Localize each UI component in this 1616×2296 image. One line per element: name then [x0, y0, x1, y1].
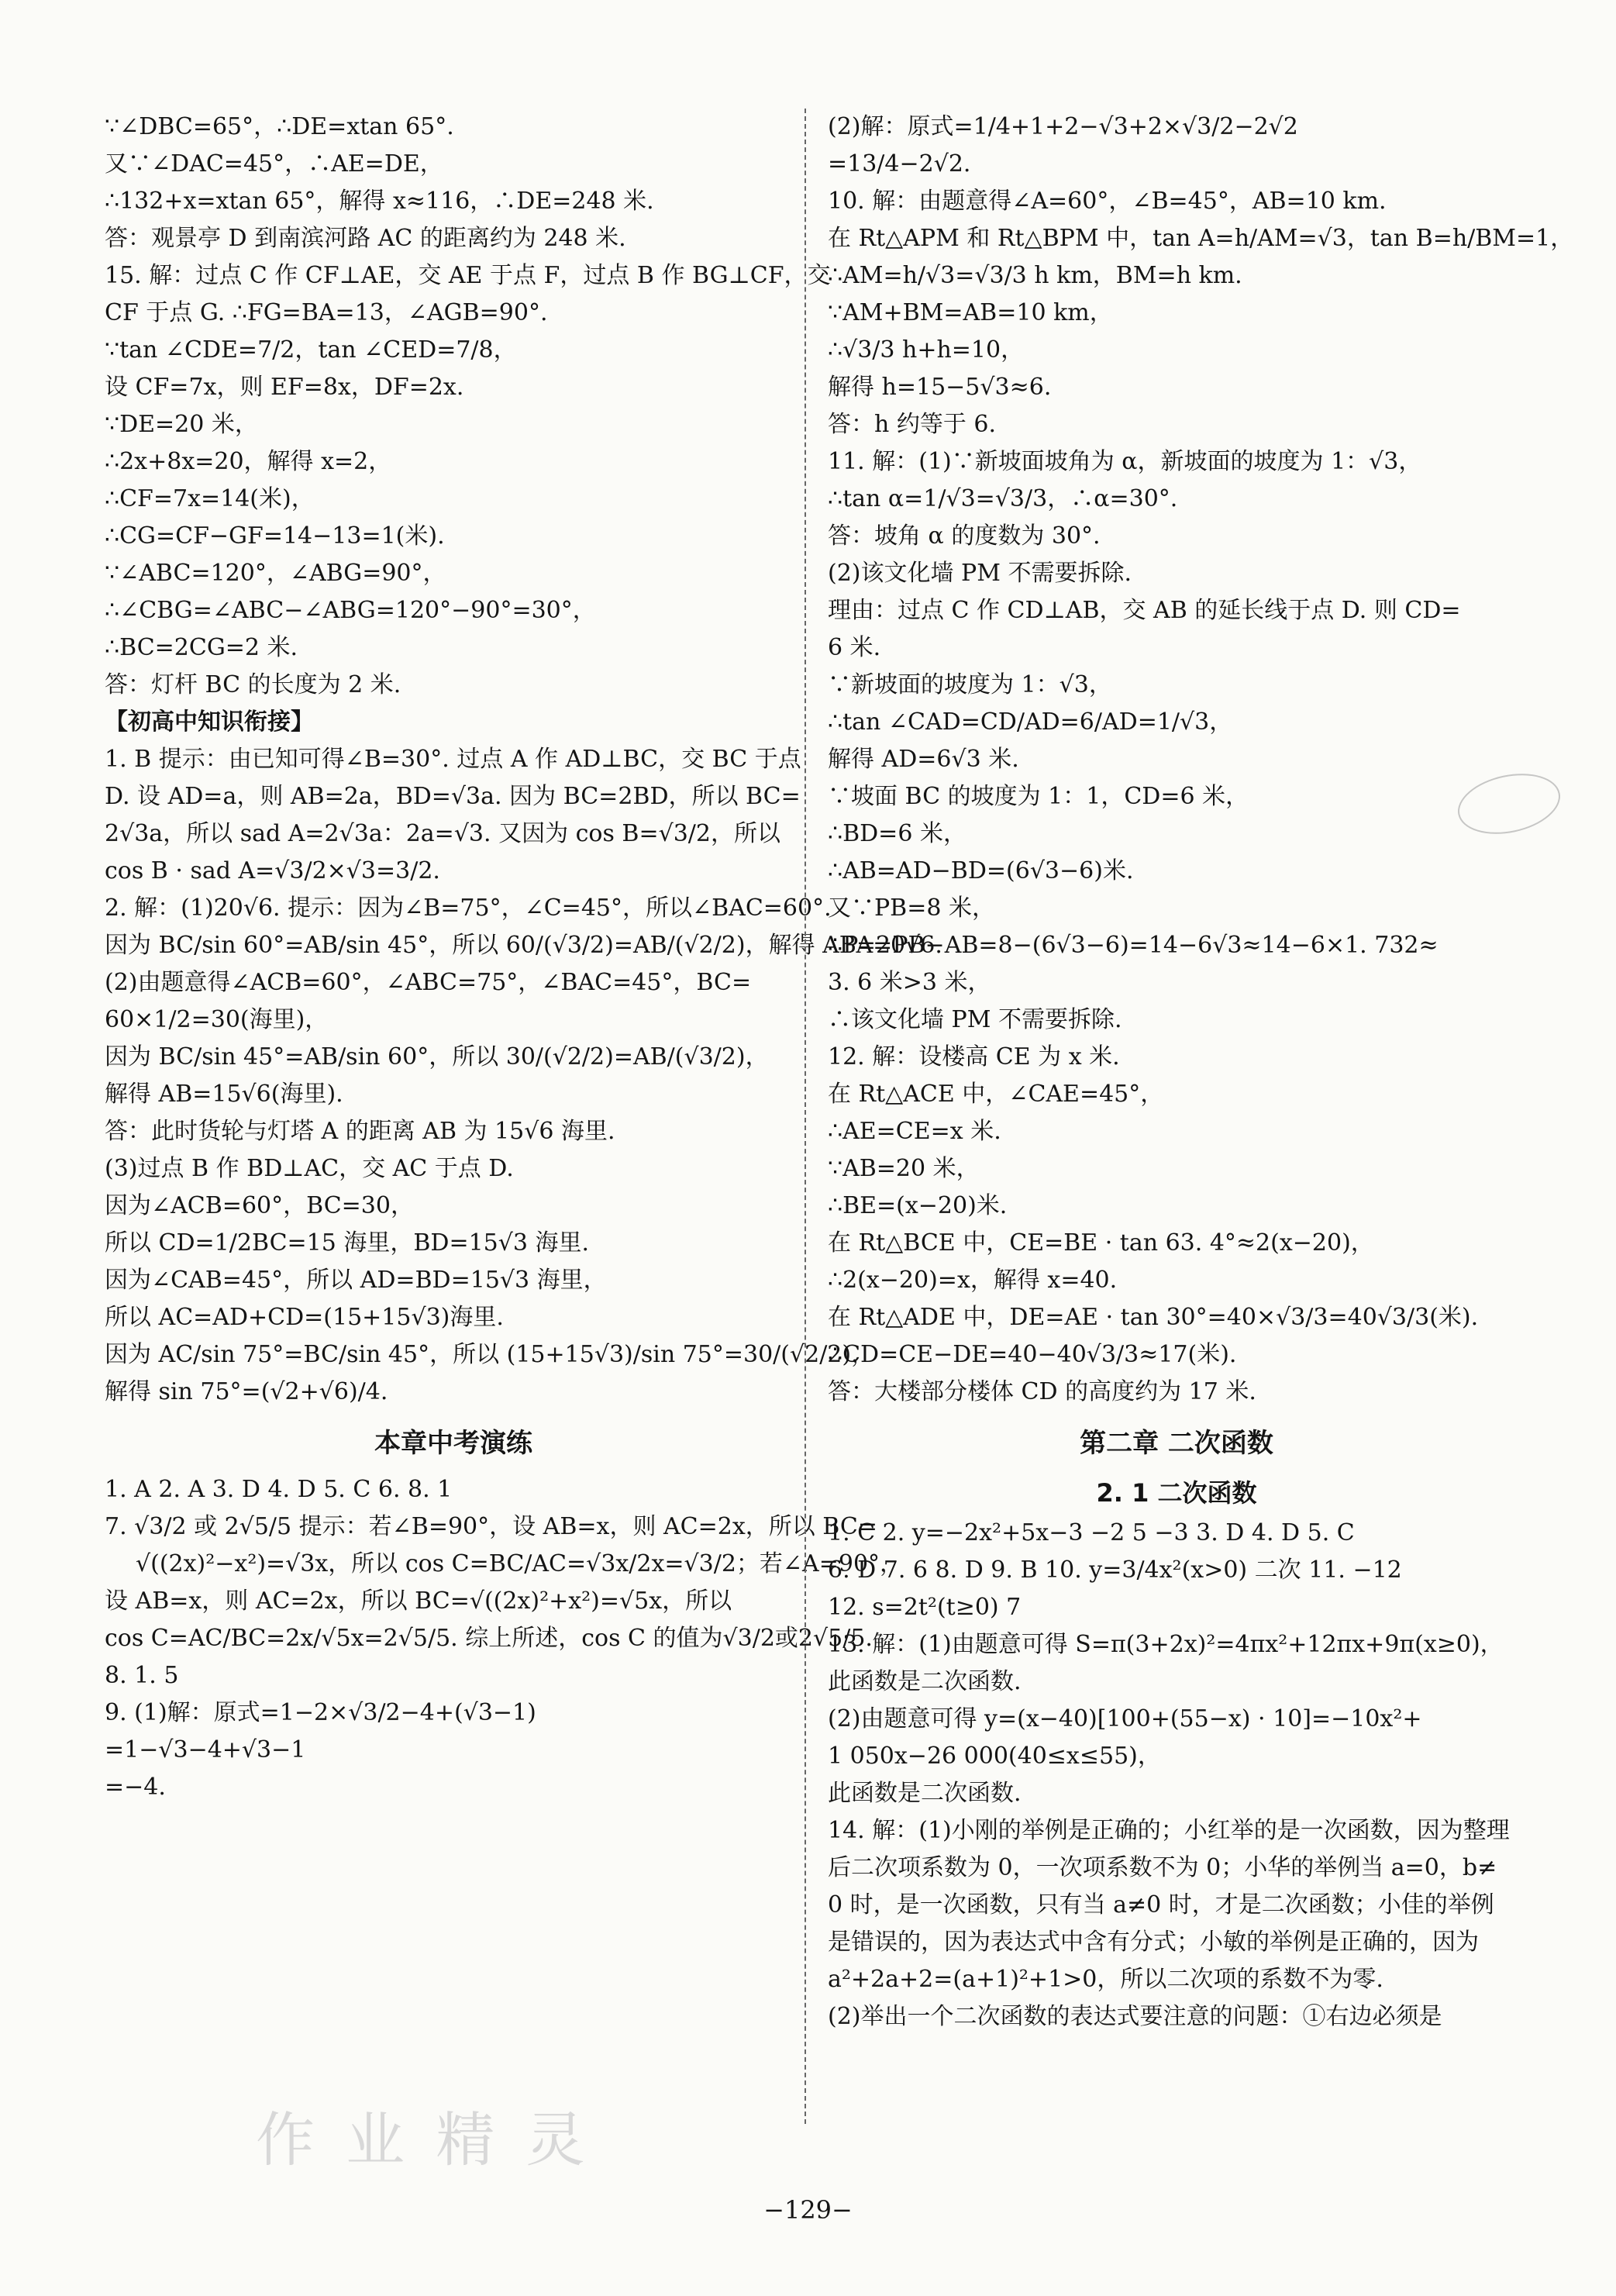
text-line: 因为 AC/sin 75°=BC/sin 45°，所以 (15+15√3)/sin 75°=30/(√2/2)，: [105, 1341, 875, 1368]
text-line: 13. 解：(1)由题意可得 S=π(3+2x)²=4πx²+12πx+9π(x≥0)，: [828, 1631, 1504, 1658]
chapter-title: 第二章 二次函数: [1080, 1428, 1273, 1459]
text-line: 2. 解：(1)20√6. 提示：因为∠B=75°，∠C=45°，所以∠BAC=60°.: [105, 895, 832, 922]
text-line: 9. (1)解：原式=1−2×√3/2−4+(√3−1): [105, 1699, 536, 1726]
text-line: 答：h 约等于 6.: [828, 411, 997, 438]
text-line: 3. 6 米>3 米，: [828, 969, 991, 996]
text-line: 1. A 2. A 3. D 4. D 5. C 6. 8. 1: [105, 1476, 453, 1503]
text-line: ∴CD=CE−DE=40−40√3/3≈17(米).: [828, 1341, 1237, 1368]
text-line: ∵新坡面的坡度为 1：√3，: [828, 671, 1112, 698]
text-line: ∵AB=20 米，: [828, 1155, 980, 1182]
column-divider: [805, 109, 806, 2124]
text-line: CF 于点 G. ∴FG=BA=13，∠AGB=90°.: [105, 299, 548, 326]
text-line: 在 Rt△APM 和 Rt△BPM 中，tan A=h/AM=√3，tan B=h/BM=1，: [828, 225, 1574, 252]
text-line: 15. 解：过点 C 作 CF⊥AE，交 AE 于点 F，过点 B 作 BG⊥CF，交: [105, 262, 831, 289]
text-line: ∴BD=6 米，: [828, 820, 966, 847]
text-line: 答：大楼部分楼体 CD 的高度约为 17 米.: [828, 1378, 1256, 1405]
text-line: 在 Rt△ADE 中，DE=AE · tan 30°=40×√3/3=40√3/3(米).: [828, 1304, 1479, 1331]
text-line: 7. √3/2 或 2√5/5 提示：若∠B=90°，设 AB=x，则 AC=2x，所以 BC=: [105, 1513, 877, 1540]
text-line: ∴该文化墙 PM 不需要拆除.: [828, 1006, 1122, 1033]
text-line: ∴√3/3 h+h=10，: [828, 336, 1025, 364]
text-line: 解得 AD=6√3 米.: [828, 746, 1019, 773]
text-line: 所以 CD=1/2BC=15 海里，BD=15√3 海里.: [105, 1229, 590, 1257]
text-line: ∴132+x=xtan 65°，解得 x≈116，∴DE=248 米.: [105, 188, 654, 215]
text-line: ∴2(x−20)=x，解得 x=40.: [828, 1267, 1118, 1294]
text-line: 答：灯杆 BC 的长度为 2 米.: [105, 671, 401, 698]
chapter-title: 本章中考演练: [374, 1428, 532, 1459]
text-line: 60×1/2=30(海里)，: [105, 1006, 329, 1033]
text-line: 因为∠ACB=60°，BC=30，: [105, 1192, 414, 1219]
text-line: (3)过点 B 作 BD⊥AC，交 AC 于点 D.: [105, 1155, 514, 1182]
section-title: 2. 1 二次函数: [1096, 1478, 1257, 1508]
text-line: 6. D 7. 6 8. D 9. B 10. y=3/4x²(x>0) 二次 11. −12: [828, 1557, 1402, 1584]
text-line: ∴tan ∠CAD=CD/AD=6/AD=1/√3，: [828, 708, 1233, 736]
text-line: 因为 BC/sin 45°=AB/sin 60°，所以 30/(√2/2)=AB/(√3/2)，: [105, 1043, 769, 1070]
text-line: 0 时，是一次函数，只有当 a≠0 时，才是二次函数；小佳的举例: [828, 1891, 1494, 1919]
left-block-3: [105, 1471, 904, 1806]
text-line: 解得 AB=15√6(海里).: [105, 1081, 343, 1108]
left-block-1: [105, 109, 831, 704]
text-line: cos C=AC/BC=2x/√5x=2√5/5. 综上所述，cos C 的值为√3/2或2√5/5.: [105, 1625, 873, 1652]
text-line: 答：坡角 α 的度数为 30°.: [828, 522, 1101, 550]
text-line: (2)由题意可得 y=(x−40)[100+(55−x) · 10]=−10x²+: [828, 1705, 1422, 1732]
right-block-2: [828, 1515, 1525, 2036]
text-line: ∴BC=2CG=2 米.: [105, 634, 298, 661]
text-line: 解得 sin 75°=(√2+√6)/4.: [105, 1378, 388, 1405]
text-line: 所以 AC=AD+CD=(15+15√3)海里.: [105, 1304, 504, 1331]
text-line: 6 米.: [828, 634, 881, 661]
text-line: ∵∠DBC=65°，∴DE=xtan 65°.: [105, 113, 454, 140]
text-line: 1 050x−26 000(40≤x≤55)，: [828, 1743, 1161, 1770]
text-line: 11. 解：(1)∵新坡面坡角为 α，新坡面的坡度为 1：√3，: [828, 448, 1422, 475]
text-line: ∵DE=20 米，: [105, 411, 258, 438]
text-line: =13/4−2√2.: [828, 150, 971, 178]
text-line: 是错误的，因为表达式中含有分式；小敏的举例是正确的，因为: [828, 1929, 1479, 1956]
text-line: 答：此时货轮与灯塔 A 的距离 AB 为 15√6 海里.: [105, 1118, 615, 1145]
text-line: (2)举出一个二次函数的表达式要注意的问题：①右边必须是: [828, 2003, 1442, 2030]
text-line: 设 AB=x，则 AC=2x，所以 BC=√((2x)²+x²)=√5x，所以: [105, 1588, 732, 1615]
text-line: ∴tan α=1/√3=√3/3，∴α=30°.: [828, 485, 1178, 512]
text-line: (2)该文化墙 PM 不需要拆除.: [828, 560, 1132, 587]
text-line: √((2x)²−x²)=√3x，所以 cos C=BC/AC=√3x/2x=√3/2；若∠A=90°，: [136, 1550, 904, 1577]
text-line: =1−√3−4+√3−1: [105, 1736, 306, 1763]
text-line: ∵AM+BM=AB=10 km，: [828, 299, 1113, 326]
text-line: 因为 BC/sin 60°=AB/sin 45°，所以 60/(√3/2)=AB/(√2/2)，解得 AB=20√6.: [105, 932, 942, 959]
text-line: D. 设 AD=a，则 AB=2a，BD=√3a. 因为 BC=2BD，所以 BC=: [105, 783, 801, 810]
text-line: 此函数是二次函数.: [828, 1780, 1022, 1807]
text-line: ∴BE=(x−20)米.: [828, 1192, 1008, 1219]
right-column: [828, 109, 1574, 2036]
text-line: ∴∠CBG=∠ABC−∠ABG=120°−90°=30°，: [105, 597, 596, 624]
text-line: 1. B 提示：由已知可得∠B=30°. 过点 A 作 AD⊥BC，交 BC 于点: [105, 746, 801, 773]
text-line: 后二次项系数为 0，一次项系数不为 0；小华的举例当 a=0，b≠: [828, 1854, 1497, 1881]
text-line: 因为∠CAB=45°，所以 AD=BD=15√3 海里，: [105, 1267, 607, 1294]
text-line: 解得 h=15−5√3≈6.: [828, 374, 1052, 401]
text-line: 10. 解：由题意得∠A=60°，∠B=45°，AB=10 km.: [828, 188, 1387, 215]
text-line: 设 CF=7x，则 EF=8x，DF=2x.: [105, 374, 464, 401]
text-line: 12. s=2t²(t≥0) 7: [828, 1594, 1022, 1621]
text-line: 又∵∠DAC=45°，∴AE=DE，: [105, 150, 443, 178]
text-line: ∴CG=CF−GF=14−13=1(米).: [105, 522, 445, 550]
page-number: −129−: [763, 2195, 853, 2225]
text-line: (2)由题意得∠ACB=60°，∠ABC=75°，∠BAC=45°，BC=: [105, 969, 752, 996]
right-block-1: [828, 109, 1574, 1411]
text-line: 在 Rt△ACE 中，∠CAE=45°，: [828, 1081, 1164, 1108]
text-line: 8. 1. 5: [105, 1662, 179, 1689]
text-line: 又∵PB=8 米，: [828, 895, 995, 922]
text-line: 答：观景亭 D 到南滨河路 AC 的距离约为 248 米.: [105, 225, 626, 252]
text-line: ∵∠ABC=120°，∠ABG=90°，: [105, 560, 446, 587]
text-line: 在 Rt△BCE 中，CE=BE · tan 63. 4°≈2(x−20)，: [828, 1229, 1374, 1257]
text-line: 此函数是二次函数.: [828, 1668, 1022, 1695]
text-line: ∴PA=PB−AB=8−(6√3−6)=14−6√3≈14−6×1. 732≈: [828, 932, 1439, 959]
text-line: ∴AM=h/√3=√3/3 h km，BM=h km.: [828, 262, 1242, 289]
text-line: ∴AB=AD−BD=(6√3−6)米.: [828, 857, 1134, 884]
text-line: 理由：过点 C 作 CD⊥AB，交 AB 的延长线于点 D. 则 CD=: [828, 597, 1461, 624]
text-line: cos B · sad A=√3/2×√3=3/2.: [105, 857, 440, 884]
text-line: 1. C 2. y=−2x²+5x−3 −2 5 −3 3. D 4. D 5. C: [828, 1519, 1355, 1546]
text-line: ∴CF=7x=14(米)，: [105, 485, 315, 512]
text-line: (2)解：原式=1/4+1+2−√3+2×√3/2−2√2: [828, 113, 1298, 140]
text-line: ∵tan ∠CDE=7/2，tan ∠CED=7/8，: [105, 336, 517, 364]
section-title: 【初高中知识衔接】: [105, 708, 314, 736]
text-line: ∴AE=CE=x 米.: [828, 1118, 1001, 1145]
text-line: 12. 解：设楼高 CE 为 x 米.: [828, 1043, 1120, 1070]
watermark: 作 业 精 灵: [256, 2105, 591, 2174]
text-line: ∴2x+8x=20，解得 x=2，: [105, 448, 392, 475]
text-line: 2√3a，所以 sad A=2√3a：2a=√3. 又因为 cos B=√3/2，所以: [105, 820, 781, 847]
text-line: 14. 解：(1)小刚的举例是正确的；小红举的是一次函数，因为整理: [828, 1817, 1510, 1844]
text-line: ∵坡面 BC 的坡度为 1：1，CD=6 米，: [828, 783, 1249, 810]
text-line: =−4.: [105, 1774, 166, 1801]
text-line: a²+2a+2=(a+1)²+1>0，所以二次项的系数不为零.: [828, 1966, 1383, 1993]
